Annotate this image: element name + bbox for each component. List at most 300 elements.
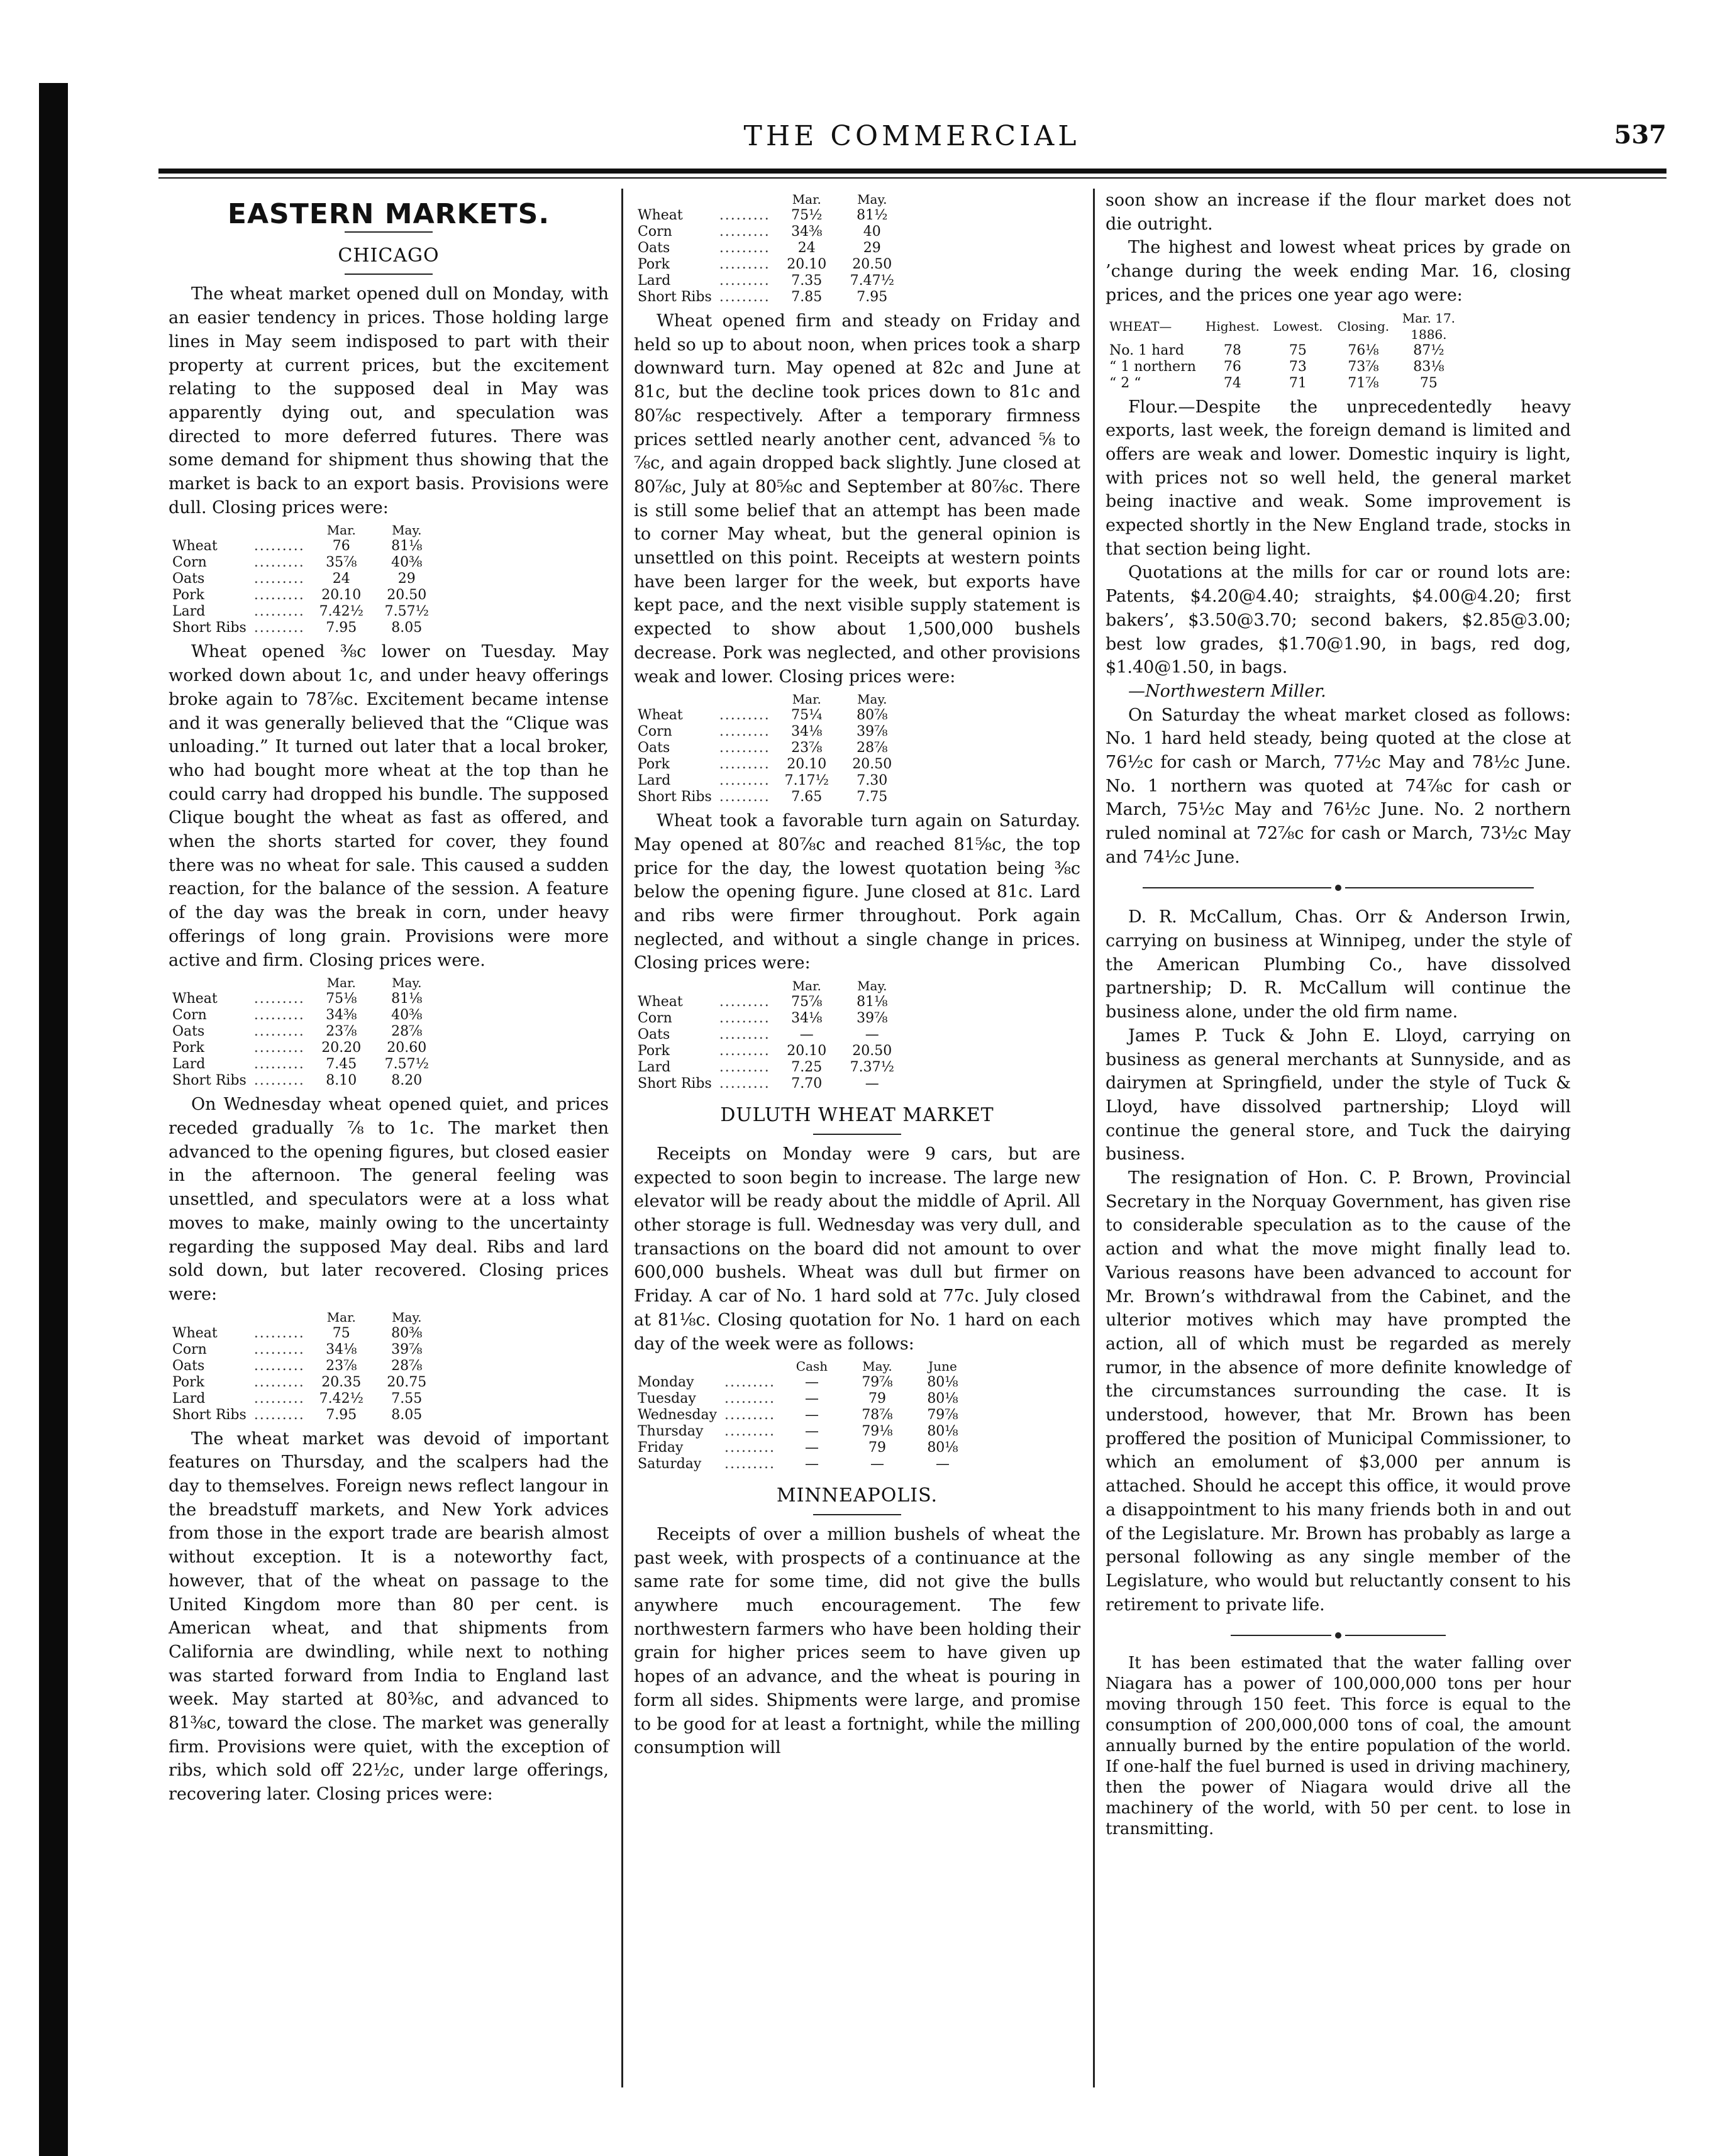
paragraph: The wheat market opened dull on Monday, with an easier tendency in prices. Those holding large lines in May seem indisposed to part with their property at current prices, but the excitement relating to the supposed deal in May was apparently dying out, and speculation was directed to more deferred futures. There was some demand for shipment thus showing that the market is back to an export basis. Provisions were dull. Closing prices were: <box>169 284 614 517</box>
row-label: No. 1 hard <box>1109 342 1184 358</box>
price-cell: 73⅞ <box>1348 358 1379 375</box>
price-cell: 80⅛ <box>927 1374 958 1391</box>
paragraph: The wheat market was devoid of important features on Thursday, and the scalpers had the day to themselves. Foreign news reflect langour in the breadstuff markets, and New York advices from those in the export trade are bearish almost without exception. It is a noteworthy fact, however, that of the wheat on passage to the United Kingdom more than 80 per cent. is American wheat, and that shipments from California are dwindling, while next to nothing was started forward from India to England last week. May started at 80⅜c, and advanced to 81⅜c, toward the close. The market was generally firm. Provisions were quiet, with the exception of ribs, which sold off 22½c, under large offerings, recovering later. Closing prices were: <box>169 1429 614 1805</box>
leader-dots: ......... <box>719 1043 770 1059</box>
price-mar: 7.17½ <box>784 773 829 789</box>
price-mar: 23⅞ <box>326 1357 357 1374</box>
price-cell: 71 <box>1289 375 1307 391</box>
row-label: Lard <box>638 273 671 289</box>
row-label: Lard <box>638 1059 671 1076</box>
row-label: Wheat <box>638 207 683 223</box>
table-row <box>634 756 905 773</box>
price-cell: 80⅛ <box>927 1391 958 1407</box>
price-mar: 7.25 <box>791 1059 823 1076</box>
price-mar: 76 <box>332 538 350 555</box>
table-row <box>169 1374 440 1391</box>
leader-dots: ......... <box>719 289 770 305</box>
leader-dots: ......... <box>719 1076 770 1092</box>
subhead-chicago: CHICAGO <box>338 244 440 267</box>
row-label: Corn <box>638 724 672 740</box>
price-mar: 34⅛ <box>791 1010 823 1027</box>
leader-dots: ......... <box>253 991 305 1007</box>
subhead-rule <box>345 274 433 275</box>
column-3 <box>1106 189 1577 1840</box>
duluth-table <box>634 1358 975 1473</box>
leader-dots: ......... <box>253 620 305 636</box>
leader-dots: ......... <box>719 773 770 789</box>
price-may: 7.55 <box>391 1390 423 1407</box>
leader-dots: ......... <box>724 1456 775 1473</box>
row-label: Wednesday <box>638 1407 718 1424</box>
leader-dots: ......... <box>724 1440 775 1456</box>
price-may: 7.37½ <box>850 1059 894 1076</box>
row-label: “ 1 northern <box>1109 358 1196 375</box>
ornament-divider <box>1106 876 1571 900</box>
price-may: — <box>865 1076 879 1092</box>
leader-dots: ......... <box>719 707 770 724</box>
price-may: 7.30 <box>857 773 888 789</box>
price-may: 20.75 <box>387 1374 427 1390</box>
price-cell: — <box>804 1424 819 1440</box>
table-row <box>1106 359 1461 375</box>
leader-dots: ......... <box>253 1325 305 1341</box>
subhead-rule <box>813 1514 901 1515</box>
paragraph: Quotations at the mills for car or round lots are: Patents, $4.20@4.40; straights, $4.00@4.20; first bakers’, $3.50@3.70; second bakers, $2.85@3.00; best low grades, $1.70@1.90, in bags, red dog, $1.40@1.50, in bags. <box>1106 563 1577 678</box>
column-header: Mar. <box>792 978 821 994</box>
price-cell: — <box>804 1407 819 1424</box>
leader-dots: ......... <box>724 1424 775 1440</box>
header-spacer <box>169 522 250 538</box>
price-mar: 7.65 <box>791 789 823 805</box>
leader-dots: ......... <box>253 538 305 555</box>
price-mar: 20.10 <box>787 756 827 773</box>
price-mar: 23⅞ <box>326 1024 357 1040</box>
price-mar: 75¼ <box>791 707 823 724</box>
price-may: 7.95 <box>857 289 888 305</box>
binding-edge <box>39 83 68 2156</box>
table-row <box>634 1407 975 1424</box>
table-row <box>634 224 905 240</box>
header-spacer <box>250 522 309 538</box>
paragraph: Receipts of over a million bushels of wheat the past week, with prospects of a continuance at the same rate for some time, did not give the bulls anywhere much encouragement. The few northwestern farmers who have been holding their grain for higher prices seem to have given up hopes of an advance, and the wheat is pouring in form all sides. Shipments were large, and promise to be good for at least a fortnight, while the milling consumption will <box>634 1524 1086 1758</box>
table-row <box>169 620 440 636</box>
row-label: Short Ribs <box>638 789 712 805</box>
price-cell: 76 <box>1223 358 1241 375</box>
price-mar: 24 <box>797 240 816 256</box>
price-mar: 75½ <box>791 207 823 223</box>
table-row <box>634 1059 905 1076</box>
leader-dots: ......... <box>719 1027 770 1043</box>
section-headline: EASTERN MARKETS. <box>227 198 550 230</box>
price-cell: — <box>804 1391 819 1407</box>
header-spacer <box>716 691 774 707</box>
table-row <box>634 1076 905 1092</box>
price-cell: 74 <box>1223 375 1241 391</box>
column-header: Cash <box>796 1359 828 1374</box>
column-rule-2 <box>1093 189 1095 2087</box>
price-may: 20.50 <box>852 1043 892 1059</box>
table-row <box>169 1391 440 1407</box>
paragraph: The highest and lowest wheat prices by grade on ’change during the week ending Mar. 16, closing prices, and the prices one year ago were: <box>1106 238 1577 305</box>
price-cell: 75 <box>1419 375 1438 391</box>
price-may: 7.57½ <box>384 604 429 620</box>
paragraph: Receipts on Monday were 9 cars, but are expected to soon begin to increase. The large new elevator will be ready about the middle of April. All other storage is full. Wednesday was very dull, and transactions on the board did not amount to over 600,000 bushels. Wheat was dull but firmer on Friday. A car of No. 1 hard sold at 77c. July closed at 81⅛c. Closing quotation for No. 1 hard on each day of the week were as follows: <box>634 1144 1086 1354</box>
subhead-rule <box>813 1134 901 1135</box>
price-cell: 78 <box>1223 342 1241 358</box>
leader-dots: ......... <box>719 257 770 272</box>
price-cell: 79⅞ <box>927 1407 958 1424</box>
leader-dots: ......... <box>724 1407 775 1424</box>
paragraph: D. R. McCallum, Chas. Orr & Anderson Irwin, carrying on business at Winnipeg, under the style of the American Plumbing Co., have dissolved partnership; D. R. McCallum will continue the business alone, under the old firm name. <box>1106 907 1577 1022</box>
price-table <box>169 975 440 1089</box>
price-cell: — <box>935 1456 950 1473</box>
price-cell: 75 <box>1289 342 1307 358</box>
row-label: Wheat <box>172 538 218 555</box>
column-header: Mar. <box>326 975 356 991</box>
row-label: Short Ribs <box>638 1076 712 1092</box>
price-may: — <box>865 1027 879 1043</box>
leader-dots: ......... <box>253 1374 305 1390</box>
row-label: Lard <box>638 773 671 789</box>
table-row <box>169 1407 440 1424</box>
price-may: 20.50 <box>387 587 427 604</box>
table-row <box>1106 343 1461 359</box>
price-cell: 78⅞ <box>862 1407 893 1424</box>
row-label: Oats <box>172 1024 205 1040</box>
price-may: 7.47½ <box>850 273 894 289</box>
leader-dots: ......... <box>253 1024 305 1040</box>
price-mar: 75 <box>332 1325 350 1341</box>
column-header: Mar. <box>792 692 821 707</box>
paragraph: On Wednesday wheat opened quiet, and prices receded gradually ⅞ to 1c. The market then advanced to the opening figures, but closed easier in the afternoon. The general feeling was unsettled, and speculators were at a loss what moves to make, mainly owing to the uncertainty regarding the supposed May deal. Ribs and lard sold down, but later recovered. Closing prices were: <box>169 1095 614 1304</box>
table-row <box>634 1027 905 1043</box>
row-label: Short Ribs <box>638 289 712 305</box>
price-may: 81½ <box>857 207 888 223</box>
row-label: Pork <box>172 1374 205 1390</box>
leader-dots: ......... <box>253 555 305 571</box>
price-may: 81⅛ <box>391 538 423 555</box>
column-header: May. <box>392 1309 422 1325</box>
row-label: Oats <box>638 240 670 256</box>
table-row <box>634 257 905 273</box>
table-row <box>169 991 440 1007</box>
leader-dots: ......... <box>719 207 770 223</box>
table-row <box>169 1325 440 1342</box>
price-cell: 76⅛ <box>1348 342 1379 358</box>
running-header <box>157 116 1666 160</box>
price-may: 20.60 <box>387 1040 427 1056</box>
price-cell: 87½ <box>1413 342 1444 358</box>
table-row <box>634 207 905 224</box>
table-row <box>634 1440 975 1456</box>
header-spacer <box>716 191 774 207</box>
paragraph: Wheat took a favorable turn again on Saturday. May opened at 80⅞c and reached 81⅝c, the top price for the day, the lowest quotation being ⅜c below the opening figure. June closed at 81c. Lard and ribs were firmer throughout. Pork again neglected, and without a single change in prices. Closing prices were: <box>634 811 1086 973</box>
price-cell: 79 <box>868 1391 886 1407</box>
price-mar: 20.20 <box>321 1040 362 1056</box>
table-row <box>634 1424 975 1440</box>
price-may: 40⅜ <box>391 1007 423 1024</box>
price-mar: 7.95 <box>326 620 357 636</box>
paragraph: The resignation of Hon. C. P. Brown, Provincial Secretary in the Norquay Government, has given rise to considerable speculation as to the cause of the action and what the move might finally lead to. Various reasons have been advanced to account for Mr. Brown’s withdrawal from the Cabinet, and the ulterior motives which may have prompted the action, all of which must be regarded as merely rumor, in the absence of more definite knowledge of the circumstances surrounding the case. It is understood, however, that Mr. Brown has been proffered the position of Municipal Commissioner, to which an emolument of $3,000 per annum is attached. Should he accept this office, it would prove a disappointment to his many friends both in and out of the Legislature. Mr. Brown has probably as large a personal following as any single member of the Legislature, who would but reluctantly consent to his retirement to private life. <box>1106 1168 1577 1615</box>
price-mar: 35⅞ <box>326 555 357 571</box>
table-row <box>169 1073 440 1089</box>
column-header: Mar. <box>326 1309 356 1325</box>
price-may: 39⅞ <box>857 1010 888 1027</box>
price-cell: 79⅞ <box>862 1374 893 1391</box>
leader-dots: ......... <box>719 740 770 756</box>
column-header: May. <box>857 192 887 207</box>
leader-dots: ......... <box>719 724 770 740</box>
table-row <box>634 1391 975 1407</box>
row-label: Wheat <box>172 991 218 1007</box>
table-row <box>169 604 440 620</box>
table-row <box>1106 375 1461 392</box>
leader-dots: ......... <box>253 1056 305 1073</box>
price-may: 81⅛ <box>391 991 423 1007</box>
price-may: 8.20 <box>391 1073 423 1089</box>
price-cell: 79 <box>868 1440 886 1456</box>
table-row <box>634 289 905 306</box>
price-cell: 80⅛ <box>927 1424 958 1440</box>
price-table <box>634 978 905 1092</box>
price-may: 29 <box>397 571 416 587</box>
row-label: Oats <box>172 571 205 587</box>
price-may: 39⅞ <box>391 1341 423 1357</box>
row-label: Short Ribs <box>172 1407 247 1423</box>
header-spacer <box>634 191 716 207</box>
leader-dots: ......... <box>253 1357 305 1374</box>
leader-dots: ......... <box>719 224 770 240</box>
paragraph: Wheat opened ⅜c lower on Tuesday. May worked down about 1c, and under heavy offerings broke again to 78⅞c. Excitement became intense and it was generally believed that the “Clique was unloading.” It turned out later that a local broker, who had bought more wheat at the top than he could carry had dropped his bundle. The supposed Clique bought the wheat as fast as offered, and when the shorts started for cover, they found there was no wheat for sale. This caused a sudden reaction, for the balance of the session. A feature of the day was the break in corn, under heavy offerings of long grain. Provisions were more active and firm. Closing prices were. <box>169 642 614 970</box>
ornament-divider <box>1106 1623 1571 1647</box>
column-1 <box>169 189 614 1806</box>
row-label: Pork <box>638 257 670 272</box>
price-mar: 7.70 <box>791 1076 823 1092</box>
leader-dots: ......... <box>719 789 770 805</box>
leader-dots: ......... <box>719 994 770 1010</box>
price-mar: 7.35 <box>791 273 823 289</box>
subhead-minneapolis: MINNEAPOLIS. <box>776 1484 938 1507</box>
price-may: 29 <box>863 240 881 256</box>
price-cell: 80⅛ <box>927 1440 958 1456</box>
price-cell: — <box>804 1374 819 1391</box>
price-mar: 34⅛ <box>326 1341 357 1357</box>
row-label: Friday <box>638 1440 684 1456</box>
leader-dots: ......... <box>719 273 770 289</box>
table-row <box>634 740 905 756</box>
price-may: 7.75 <box>857 789 888 805</box>
leader-dots: ......... <box>253 1341 305 1357</box>
paragraph: It has been estimated that the water falling over Niagara has a power of 100,000,000 tons per hour moving through 150 feet. This force is equal to the consumption of 200,000,000 tons of coal, the amount annually burned by the entire population of the world. If one-half the fuel burned is used in driving machinery, then the power of Niagara would drive all the machinery of the world, with 50 per cent. to lose in transmitting. <box>1106 1654 1577 1839</box>
row-label: Oats <box>638 740 670 756</box>
row-label: Corn <box>638 1010 672 1027</box>
price-cell: 71⅞ <box>1348 375 1379 391</box>
table-row <box>634 240 905 257</box>
subhead-duluth: DULUTH WHEAT MARKET <box>720 1104 994 1127</box>
source-credit: —Northwestern Miller. <box>1128 681 1326 701</box>
leader-dots: ......... <box>719 240 770 256</box>
column-header: May. <box>392 522 422 538</box>
table-row <box>634 994 905 1010</box>
leader-dots: ......... <box>253 1040 305 1056</box>
header-rule <box>158 169 1666 174</box>
header-spacer <box>634 1358 721 1374</box>
leader-dots: ......... <box>253 571 305 587</box>
leader-dots: ......... <box>719 756 770 773</box>
table-row <box>169 1056 440 1073</box>
leader-dots: ......... <box>253 1390 305 1407</box>
paragraph: On Saturday the wheat market closed as follows: No. 1 hard held steady, being quoted at the close at 76½c for cash or March, 77½c May and 78½c June. No. 1 northern was quoted at 74⅞c for cash or March, 75½c May and 76½c June. No. 2 northern ruled nominal at 72⅞c for cash or March, 73½c May and 74½c June. <box>1106 705 1577 867</box>
row-label: Corn <box>172 1007 207 1024</box>
row-label: Pork <box>638 1043 670 1059</box>
column-2 <box>634 189 1086 1760</box>
price-cell: — <box>870 1456 884 1473</box>
column-rule-1 <box>621 189 623 2087</box>
price-mar: 8.10 <box>326 1073 357 1089</box>
price-cell: 83⅛ <box>1413 358 1444 375</box>
price-cell: 79⅛ <box>862 1424 893 1440</box>
table-row <box>169 1024 440 1040</box>
price-mar: 20.10 <box>787 257 827 272</box>
table-row <box>169 1358 440 1374</box>
price-table <box>169 522 440 636</box>
price-may: 40 <box>863 224 881 240</box>
price-may: 28⅞ <box>857 740 888 756</box>
price-may: 28⅞ <box>391 1357 423 1374</box>
leader-dots: ......... <box>253 1407 305 1423</box>
row-label: Pork <box>172 1040 205 1056</box>
price-mar: 75⅞ <box>791 994 823 1010</box>
price-may: 80⅞ <box>857 707 888 724</box>
row-label: Oats <box>638 1027 670 1043</box>
header-spacer <box>250 975 309 991</box>
table-row <box>169 1342 440 1358</box>
row-label: Pork <box>638 756 670 773</box>
grade-table <box>1106 310 1461 392</box>
paragraph: James P. Tuck & John E. Lloyd, carrying on business as general merchants at Sunnyside, and as dairymen at Springfield, under the style of Tuck & Lloyd, have dissolved partnership; Lloyd will continue the general store, and Tuck the dairying business. <box>1106 1025 1577 1164</box>
column-header: May. <box>857 978 887 994</box>
price-may: 20.50 <box>852 756 892 773</box>
table-row <box>634 1010 905 1027</box>
price-cell: — <box>804 1456 819 1473</box>
table-row <box>169 538 440 555</box>
row-label: Wheat <box>172 1325 218 1341</box>
table-row <box>634 707 905 724</box>
price-may: 81⅛ <box>857 994 888 1010</box>
leader-dots: ......... <box>719 1059 770 1076</box>
price-mar: 34⅜ <box>326 1007 357 1024</box>
row-label: Lard <box>172 604 206 620</box>
price-table <box>634 691 905 805</box>
price-may: 40⅜ <box>391 555 423 571</box>
paragraph: soon show an increase if the flour market does not die outright. <box>1106 191 1577 234</box>
row-label: Monday <box>638 1374 694 1391</box>
header-spacer <box>169 975 250 991</box>
table-row <box>634 773 905 789</box>
header-spacer <box>634 691 716 707</box>
column-header: Mar. 17. 1886. <box>1402 310 1456 342</box>
price-mar: 20.35 <box>321 1374 362 1390</box>
price-may: 8.05 <box>391 1407 423 1423</box>
column-header: June <box>928 1359 957 1374</box>
row-label: Saturday <box>638 1456 702 1473</box>
page-number: 537 <box>1614 120 1666 150</box>
price-mar: 20.10 <box>787 1043 827 1059</box>
column-header: Mar. <box>792 192 821 207</box>
row-label: Lard <box>172 1056 206 1073</box>
price-mar: 7.42½ <box>319 1390 363 1407</box>
table-row <box>634 1456 975 1473</box>
table-row <box>634 1043 905 1059</box>
table-row <box>634 1374 975 1391</box>
header-spacer <box>716 978 774 994</box>
headline-rule <box>345 231 433 233</box>
price-mar: 7.42½ <box>319 604 363 620</box>
price-mar: — <box>799 1027 814 1043</box>
price-may: 7.57½ <box>384 1056 429 1073</box>
leader-dots: ......... <box>253 1073 305 1089</box>
row-label: Thursday <box>638 1424 704 1440</box>
row-label: “ 2 “ <box>1109 375 1141 391</box>
header-rule-thin <box>158 177 1666 179</box>
paragraph: Flour.—Despite the unprecedentedly heavy exports, last week, the foreign demand is limited and offers are weak and lower. Domestic inquiry is light, with prices not so well held, the general market being inactive and weak. Some improvement is expected shortly in the New England trade, stocks in that section being light. <box>1106 397 1577 559</box>
price-mar: 7.85 <box>791 289 823 305</box>
header-spacer <box>721 1358 779 1374</box>
row-label: Wheat <box>638 707 683 724</box>
row-label: Lard <box>172 1390 206 1407</box>
price-table <box>634 191 905 306</box>
table-row <box>169 555 440 571</box>
header-spacer <box>250 1309 309 1325</box>
row-label: Short Ribs <box>172 620 247 636</box>
row-label: Wheat <box>638 994 683 1010</box>
price-cell: — <box>804 1440 819 1456</box>
price-may: 28⅞ <box>391 1024 423 1040</box>
row-label: Corn <box>638 224 672 240</box>
paragraph: Wheat opened firm and steady on Friday and held so up to about noon, when prices took a sharp downward turn. May opened at 82c and June at 81c, but the decline took prices down to 81c and 80⅞c respectively. After a temporary firmness prices settled nearly another cent, advanced ⅝ to ⅞c, and again dropped back slightly. June closed at 80⅞c, July at 80⅝c and September at 80⅞c. There is still some belief that an attempt has been made to corner May wheat, but the general opinion is unsettled on this point. Receipts at western points have been larger for the week, but exports have kept pace, and the next visible supply statement is expected to show about 1,500,000 bushels decrease. Pork was neglected, and other provisions weak and lower. Closing prices were: <box>634 311 1086 687</box>
column-header: May. <box>862 1359 892 1374</box>
column-header: May. <box>392 975 422 991</box>
header-spacer <box>634 978 716 994</box>
price-mar: 20.10 <box>321 587 362 604</box>
leader-dots: ......... <box>253 1007 305 1024</box>
table-row <box>169 587 440 604</box>
table-row <box>169 1040 440 1056</box>
table-row <box>169 1007 440 1024</box>
row-label: Short Ribs <box>172 1073 247 1089</box>
leader-dots: ......... <box>724 1374 775 1391</box>
row-label: Corn <box>172 1341 207 1357</box>
row-label: Pork <box>172 587 205 604</box>
price-may: 20.50 <box>852 257 892 272</box>
price-mar: 7.95 <box>326 1407 357 1423</box>
price-cell: 73 <box>1289 358 1307 375</box>
price-mar: 7.45 <box>326 1056 357 1073</box>
row-label: Tuesday <box>638 1391 696 1407</box>
price-mar: 24 <box>332 571 350 587</box>
row-label: Oats <box>172 1357 205 1374</box>
column-header: Closing. <box>1337 318 1390 334</box>
price-mar: 34⅜ <box>791 224 823 240</box>
publication-title: THE COMMERCIAL <box>743 120 1080 152</box>
table-row <box>169 571 440 587</box>
table-row <box>634 789 905 805</box>
price-may: 39⅞ <box>857 724 888 740</box>
price-mar: 75⅛ <box>326 991 357 1007</box>
leader-dots: ......... <box>253 587 305 604</box>
price-may: 80⅜ <box>391 1325 423 1341</box>
column-header: Mar. <box>326 522 356 538</box>
